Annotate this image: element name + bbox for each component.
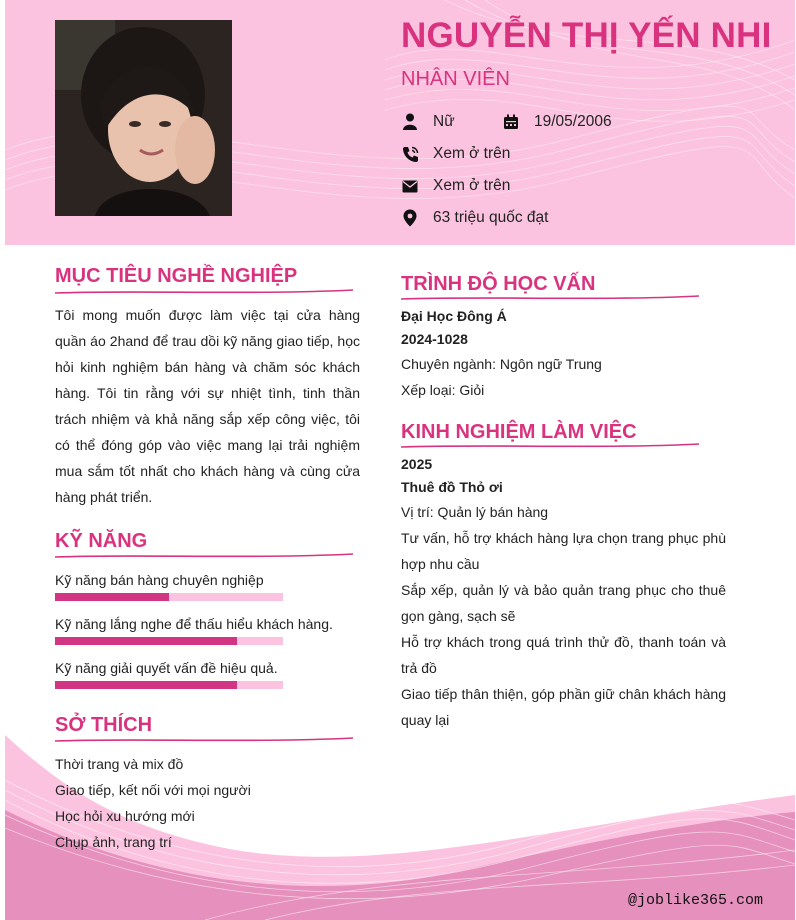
skill-label: Kỹ năng lắng nghe để thấu hiểu khách hàng. (55, 616, 333, 632)
skill-bar-fill (55, 637, 237, 645)
experience-duty: Tư vấn, hỗ trợ khách hàng lựa chọn trang phục phù hợp nhu cầu (401, 530, 726, 572)
birthday-value: 19/05/2006 (534, 113, 612, 130)
address-row (401, 209, 548, 227)
experience-year: 2025 (401, 456, 433, 472)
phone-icon (401, 145, 419, 163)
skill-bar-fill (55, 593, 169, 601)
envelope-icon (401, 177, 419, 195)
gender-value: Nữ (433, 113, 455, 130)
calendar-icon (502, 113, 520, 131)
experience-role: Vị trí: Quản lý bán hàng (401, 504, 549, 520)
cv-header (5, 0, 795, 245)
hobbies-title: SỞ THÍCH (55, 714, 153, 736)
education-rank: Xếp loại: Giỏi (401, 382, 485, 398)
experience-duty: Hỗ trợ khách trong quá trình thử đồ, thanh toán và trả đồ (401, 634, 726, 676)
hobbies-underline (55, 736, 355, 744)
education-school: Đại Học Đông Á (401, 308, 507, 324)
phone-row (401, 145, 510, 163)
hobby-item: Thời trang và mix đồ (55, 756, 184, 772)
skill-bar (55, 637, 283, 645)
job-position: NHÂN VIÊN (401, 68, 510, 90)
hobby-item: Học hỏi xu hướng mới (55, 808, 195, 824)
birthday-row (502, 113, 612, 131)
education-major: Chuyên ngành: Ngôn ngữ Trung (401, 356, 602, 372)
experience-duty: Sắp xếp, quản lý và bảo quản trang phục cho thuê gọn gàng, sạch sẽ (401, 582, 726, 624)
hobby-item: Chụp ảnh, trang trí (55, 834, 172, 850)
education-title: TRÌNH ĐỘ HỌC VẤN (401, 273, 596, 295)
skill-label: Kỹ năng bán hàng chuyên nghiệp (55, 572, 264, 588)
objective-title: MỤC TIÊU NGHỀ NGHIỆP (55, 265, 298, 287)
cv-page (5, 0, 795, 920)
email-row (401, 177, 510, 195)
hobby-item: Giao tiếp, kết nối với mọi người (55, 782, 251, 798)
objective-underline (55, 288, 355, 296)
phone-value: Xem ở trên (433, 145, 511, 162)
skills-underline (55, 552, 355, 560)
gender-row (401, 113, 455, 131)
candidate-name: NGUYỄN THỊ YẾN NHI (401, 16, 772, 55)
user-icon (401, 113, 419, 131)
experience-duty: Giao tiếp thân thiện, góp phần giữ chân khách hàng quay lại (401, 686, 726, 728)
experience-title: KINH NGHIỆM LÀM VIỆC (401, 421, 637, 443)
location-pin-icon (401, 209, 419, 227)
profile-photo (55, 20, 232, 216)
experience-underline (401, 442, 701, 450)
skills-title: KỸ NĂNG (55, 530, 148, 552)
skill-bar (55, 593, 283, 601)
education-underline (401, 294, 701, 302)
education-period: 2024-1028 (401, 331, 468, 347)
email-value: Xem ở trên (433, 177, 511, 194)
address-value: 63 triệu quốc đạt (433, 209, 549, 226)
skill-bar (55, 681, 283, 689)
skill-label: Kỹ năng giải quyết vấn đề hiệu quả. (55, 660, 278, 676)
skill-bar-fill (55, 681, 237, 689)
experience-company: Thuê đồ Thỏ ơi (401, 479, 503, 495)
website-link[interactable]: @joblike365.com (627, 892, 763, 909)
objective-text: Tôi mong muốn được làm việc tại cửa hàng quần áo 2hand để trau dồi kỹ năng giao tiếp, học hỏi kinh nghiệm bán hàng và chăm sóc khách hàng. Tôi tin rằng với sự nhiệt tình, tinh thần trách nhiệm và khả năng sắp xếp công việc, tôi có thể đóng góp vào việc mang lại trải nghiệm mua sắm tốt nhất cho khách hàng và cùng cửa hàng phát triển. (55, 307, 360, 505)
